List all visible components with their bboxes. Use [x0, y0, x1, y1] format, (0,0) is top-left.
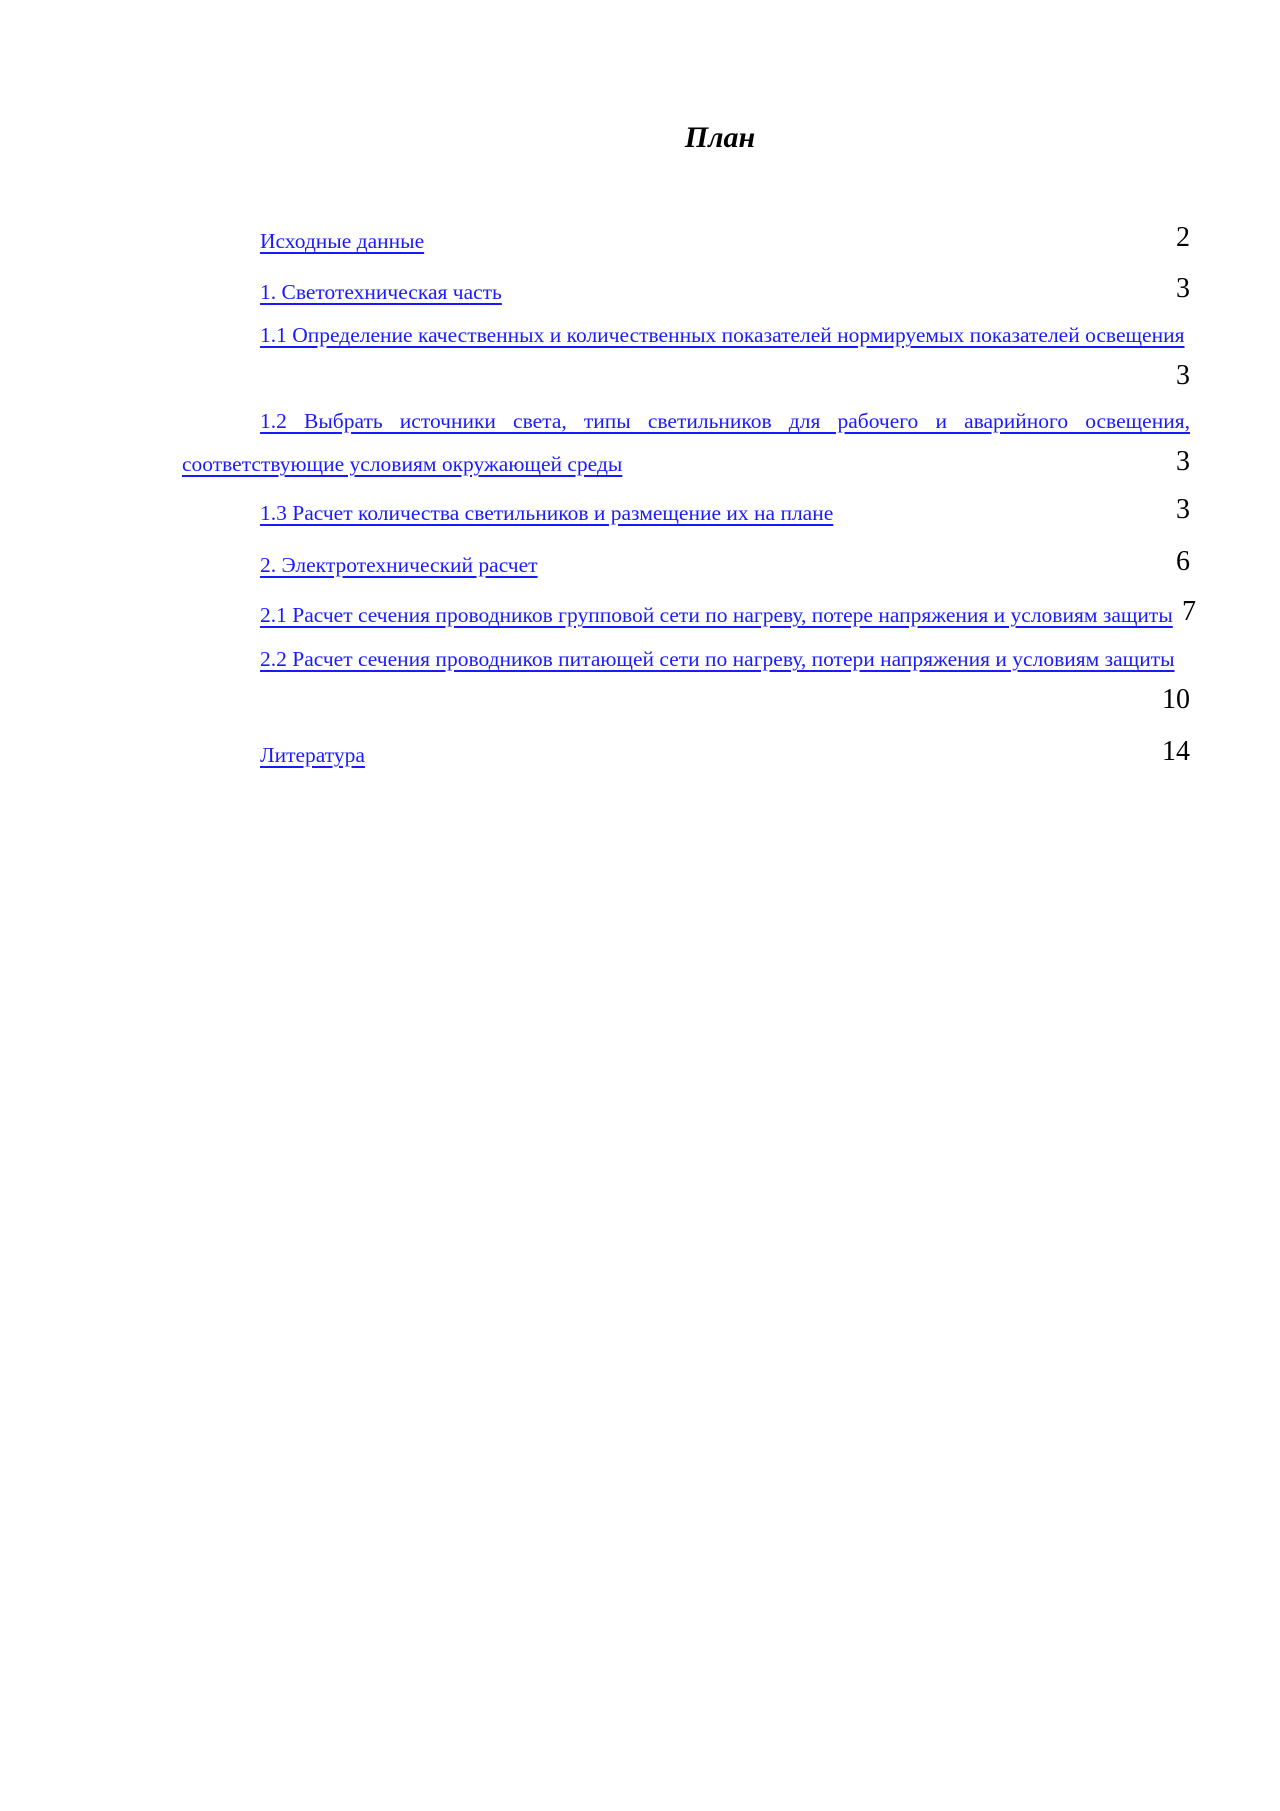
- toc-link-section-2-2[interactable]: 2.2 Расчет сечения проводников питающей сети по нагреву, потери напряжения и условиям защиты: [260, 647, 1175, 671]
- toc-page-number: 3: [1176, 360, 1190, 391]
- toc-link-lighting-part[interactable]: 1. Светотехническая часть: [260, 280, 502, 304]
- toc-link-initial-data[interactable]: Исходные данные: [260, 229, 425, 253]
- toc-link-section-2-1[interactable]: 2.1 Расчет сечения проводников групповой сети по нагреву, потере напряжения и условиям защиты: [260, 603, 1173, 627]
- toc-entry: [182, 271, 1190, 319]
- toc-page-number: 3: [1176, 446, 1190, 477]
- toc-link-section-1-3[interactable]: 1.3 Расчет количества светильников и размещение их на плане: [260, 501, 834, 525]
- toc-page-number: 3: [1176, 494, 1190, 525]
- page-title: План: [684, 121, 756, 154]
- toc-page-number: 3: [1176, 273, 1190, 304]
- toc-entry: [182, 492, 1190, 540]
- toc-link-literature[interactable]: Литература: [260, 743, 365, 767]
- toc-entry: [182, 734, 1190, 782]
- toc-entry: [182, 638, 1190, 724]
- toc-entry: [182, 400, 1190, 486]
- toc-entry: [182, 544, 1190, 592]
- toc-page-number: 10: [1162, 684, 1190, 715]
- toc-page-number: 14: [1162, 736, 1190, 767]
- toc-link-section-1-1[interactable]: 1.1 Определение качественных и количественных показателей нормируемых показателей освещения: [260, 323, 1185, 347]
- toc-page-number: 6: [1176, 546, 1190, 577]
- toc-entry: [182, 594, 1196, 642]
- toc-link-section-1-2[interactable]: 1.2 Выбрать источники света, типы светильников для рабочего и аварийного освещения, соответствующие условиям окружающей среды: [182, 409, 1190, 476]
- toc-entry: [182, 220, 1190, 268]
- toc-entry: [182, 314, 1190, 400]
- toc-page-number: 7: [1182, 596, 1196, 627]
- toc-link-electrical-calc[interactable]: 2. Электротехнический расчет: [260, 553, 538, 577]
- toc-page-number: 2: [1176, 222, 1190, 253]
